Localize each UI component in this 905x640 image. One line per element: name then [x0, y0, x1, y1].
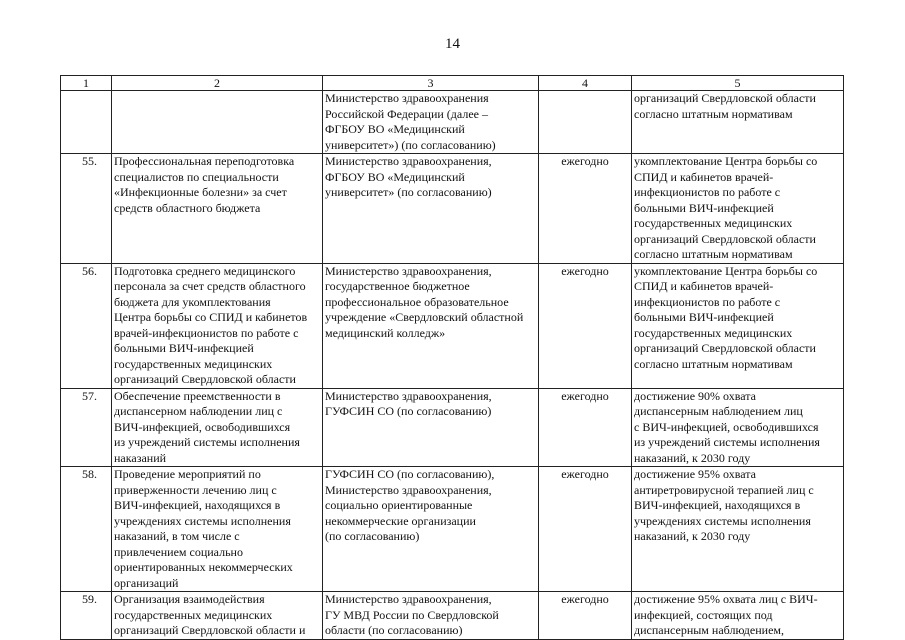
- result-text: достижение 90% охвата диспансерным наблюдением лиц с ВИЧ-инфекцией, освободившихся из учреждений системы исполнения наказаний, к 2030 году: [632, 388, 844, 467]
- period-text: ежегодно: [539, 592, 632, 640]
- executors-text: Министерство здравоохранения, ФГБОУ ВО «Медицинский университет» (по согласованию): [323, 154, 539, 264]
- table-body: [61, 91, 844, 640]
- table-row: [61, 388, 844, 467]
- executors-text: Министерство здравоохранения, ГУ МВД России по Свердловской области (по согласованию): [323, 592, 539, 640]
- period-text: ежегодно: [539, 263, 632, 388]
- header-col-2: 2: [112, 76, 323, 91]
- result-text: достижение 95% охвата антиретровирусной терапией лиц с ВИЧ-инфекцией, находящихся в учреждениях системы исполнения наказаний, к 2030 году: [632, 467, 844, 592]
- result-text: укомплектование Центра борьбы со СПИД и кабинетов врачей- инфекционистов по работе с больными ВИЧ-инфекцией государственных медицинских организаций Свердловской области согласно штатным нормативам: [632, 154, 844, 264]
- result-text: достижение 95% охвата лиц с ВИЧ- инфекцией, состоящих под диспансерным наблюдением,: [632, 592, 844, 640]
- table-row: [61, 154, 844, 264]
- page-number: 14: [445, 36, 460, 52]
- header-col-1: 1: [61, 76, 112, 91]
- executors-text: Министерство здравоохранения, государственное бюджетное профессиональное образовательное учреждение «Свердловский областной медицинский колледж»: [323, 263, 539, 388]
- table-row: [61, 91, 844, 154]
- header-col-3: 3: [323, 76, 539, 91]
- table-row: [61, 263, 844, 388]
- row-number: 57.: [61, 388, 112, 467]
- executors-text: Министерство здравоохранения, ГУФСИН СО (по согласованию): [323, 388, 539, 467]
- row-number: 59.: [61, 592, 112, 640]
- measure-text: Подготовка среднего медицинского персонала за счет средств областного бюджета для укомплектования Центра борьбы со СПИД и кабинетов врачей-инфекционистов по работе с больными ВИЧ-инфекцией государственных медицинских организаций Свердловской области: [112, 263, 323, 388]
- measure-text: Организация взаимодействия государственных медицинских организаций Свердловской области и: [112, 592, 323, 640]
- measure-text: Профессиональная переподготовка специалистов по специальности «Инфекционные болезни» за счет средств областного бюджета: [112, 154, 323, 264]
- executors-text: ГУФСИН СО (по согласованию), Министерство здравоохранения, социально ориентированные некоммерческие организации (по согласованию): [323, 467, 539, 592]
- period-text: ежегодно: [539, 467, 632, 592]
- period-text: ежегодно: [539, 154, 632, 264]
- result-text: укомплектование Центра борьбы со СПИД и кабинетов врачей- инфекционистов по работе с больными ВИЧ-инфекцией государственных медицинских организаций Свердловской области согласно штатным нормативам: [632, 263, 844, 388]
- executors-text: Министерство здравоохранения Российской Федерации (далее – ФГБОУ ВО «Медицинский университет») (по согласованию): [323, 91, 539, 154]
- header-row: [61, 76, 844, 91]
- row-number: 55.: [61, 154, 112, 264]
- measure-text: [112, 91, 323, 154]
- measure-text: Проведение мероприятий по приверженности лечению лиц с ВИЧ-инфекцией, находящихся в учреждениях системы исполнения наказаний, в том числе с привлечением социально ориентированных некоммерческих организаций: [112, 467, 323, 592]
- period-text: ежегодно: [539, 388, 632, 467]
- table-row: [61, 592, 844, 640]
- header-col-5: 5: [632, 76, 844, 91]
- period-text: [539, 91, 632, 154]
- table-row: [61, 467, 844, 592]
- row-number: [61, 91, 112, 154]
- result-text: организаций Свердловской области согласно штатным нормативам: [632, 91, 844, 154]
- header-col-4: 4: [539, 76, 632, 91]
- row-number: 56.: [61, 263, 112, 388]
- measure-text: Обеспечение преемственности в диспансерном наблюдении лиц с ВИЧ-инфекцией, освободившихся из учреждений системы исполнения наказаний: [112, 388, 323, 467]
- plan-table: [60, 75, 844, 640]
- row-number: 58.: [61, 467, 112, 592]
